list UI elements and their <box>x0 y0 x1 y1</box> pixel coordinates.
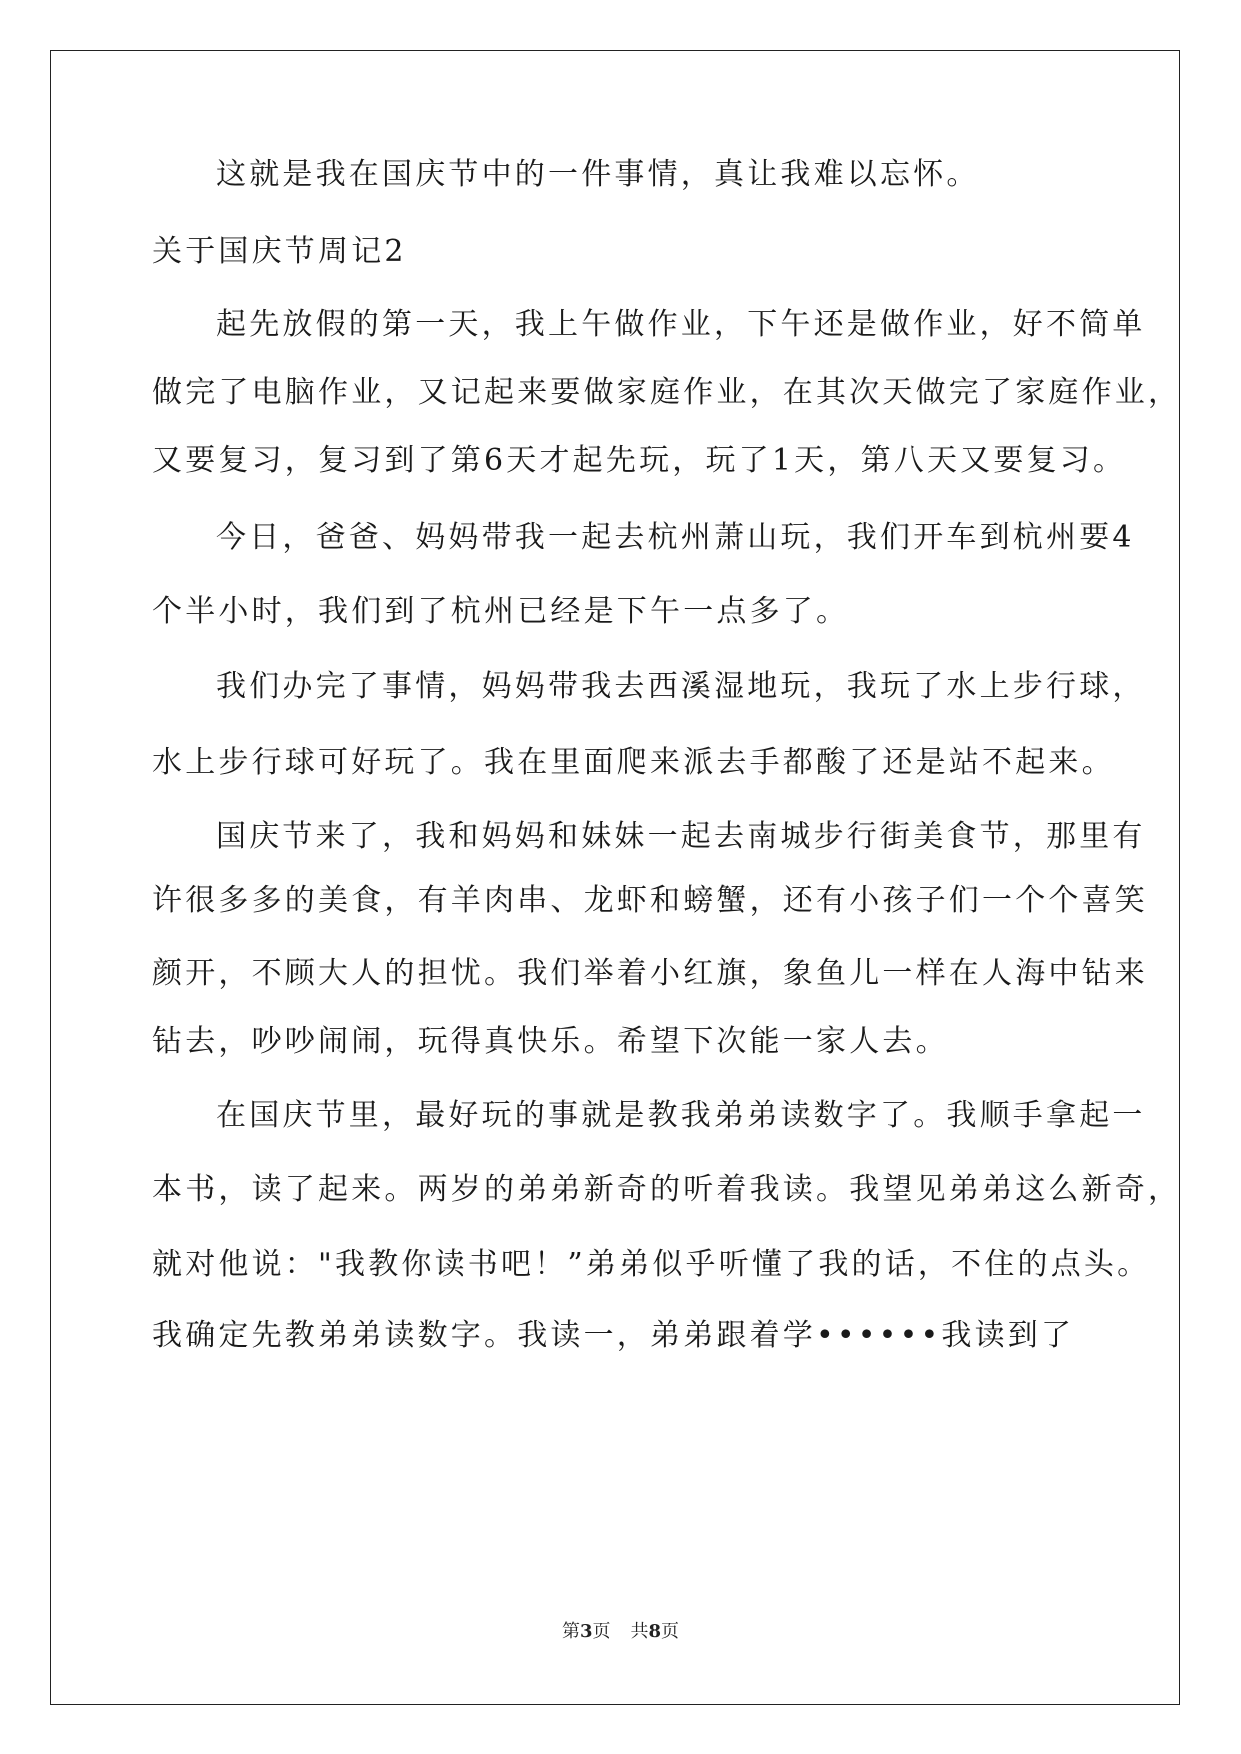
page-border <box>50 50 1180 1705</box>
paragraph-line: 我们办完了事情，妈妈带我去西溪湿地玩，我玩了水上步行球， <box>216 669 1146 704</box>
paragraph-line: 个半小时，我们到了杭州已经是下午一点多了。 <box>152 594 850 629</box>
total-pages: 8 <box>648 1621 662 1642</box>
total-prefix: 共 <box>630 1621 649 1642</box>
page-prefix: 第 <box>561 1621 580 1642</box>
page-number: 3 <box>579 1621 593 1642</box>
paragraph-line: 国庆节来了，我和妈妈和妹妹一起去南城步行街美食节，那里有 <box>216 819 1146 854</box>
paragraph-line: 又要复习，复习到了第6天才起先玩，玩了1天，第八天又要复习。 <box>152 443 1127 478</box>
paragraph-line: 许很多多的美食，有羊肉串、龙虾和螃蟹，还有小孩子们一个个喜笑 <box>152 883 1148 918</box>
paragraph-line: 这就是我在国庆节中的一件事情，真让我难以忘怀。 <box>216 157 980 192</box>
paragraph-line: 就对他说："我教你读书吧！”弟弟似乎听懂了我的话，不住的点头。 <box>152 1247 1151 1282</box>
paragraph-line: 颜开，不顾大人的担忧。我们举着小红旗，象鱼儿一样在人海中钻来 <box>152 956 1148 991</box>
total-suffix: 页 <box>661 1621 680 1642</box>
paragraph-line: 钻去，吵吵闹闹，玩得真快乐。希望下次能一家人去。 <box>152 1024 949 1059</box>
paragraph-line: 今日，爸爸、妈妈带我一起去杭州萧山玩，我们开车到杭州要4 <box>216 520 1135 555</box>
paragraph-line: 我确定先教弟弟读数字。我读一，弟弟跟着学••••••我读到了 <box>152 1318 1075 1353</box>
paragraph-line: 做完了电脑作业，又记起来要做家庭作业，在其次天做完了家庭作业， <box>152 375 1182 410</box>
paragraph-line: 水上步行球可好玩了。我在里面爬来派去手都酸了还是站不起来。 <box>152 745 1115 780</box>
paragraph-line: 起先放假的第一天，我上午做作业，下午还是做作业，好不简单 <box>216 307 1146 342</box>
section-heading: 关于国庆节周记2 <box>152 234 407 269</box>
page-footer <box>0 1620 1241 1644</box>
paragraph-line: 本书，读了起来。两岁的弟弟新奇的听着我读。我望见弟弟这么新奇， <box>152 1172 1182 1207</box>
page-suffix: 页 <box>592 1621 611 1642</box>
paragraph-line: 在国庆节里，最好玩的事就是教我弟弟读数字了。我顺手拿起一 <box>216 1098 1146 1133</box>
